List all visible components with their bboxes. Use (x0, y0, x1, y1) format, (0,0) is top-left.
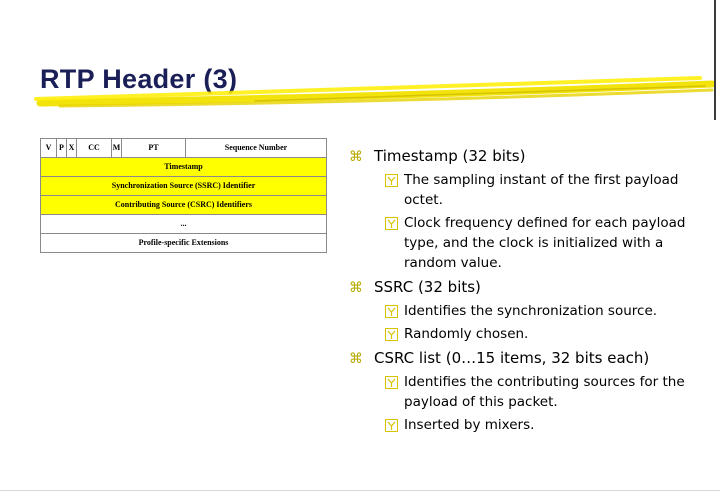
field-sequence-number: Sequence Number (186, 139, 327, 158)
y-check-box-icon (385, 328, 398, 341)
header-row (41, 177, 327, 196)
title-underline-swoosh (0, 0, 720, 130)
command-key-icon: ⌘ (349, 149, 363, 165)
sub-bullet-text: Randomly chosen. (404, 326, 529, 342)
y-check-box-icon (385, 305, 398, 318)
decorative-right-rule (714, 0, 716, 120)
header-fields-row (41, 139, 327, 158)
field-extension: X (67, 139, 77, 158)
bottom-divider (0, 490, 720, 491)
y-check-box-icon (385, 376, 398, 389)
sub-bullet-item (349, 170, 694, 210)
header-row (41, 215, 327, 234)
rtp-header-diagram (40, 138, 327, 253)
header-row (41, 234, 327, 253)
y-check-box-icon (385, 217, 398, 230)
sub-bullet-text: Identifies the synchronization source. (404, 303, 658, 319)
sub-bullet-item (349, 213, 694, 273)
sub-bullet-item (349, 301, 694, 321)
field-version: V (41, 139, 57, 158)
command-key-icon: ⌘ (349, 351, 363, 367)
y-check-box-icon (385, 174, 398, 187)
field-ssrc: Synchronization Source (SSRC) Identifier (41, 177, 327, 196)
bullet-text: CSRC list (0…15 items, 32 bits each) (374, 349, 650, 367)
bullet-text: Timestamp (32 bits) (374, 147, 526, 165)
field-padding: P (57, 139, 67, 158)
field-ellipsis: ... (41, 215, 327, 234)
bullet-text: SSRC (32 bits) (374, 278, 481, 296)
field-csrc: Contributing Source (CSRC) Identifiers (41, 196, 327, 215)
sub-bullet-item (349, 372, 694, 412)
field-profile-extensions: Profile-specific Extensions (41, 234, 327, 253)
sub-bullet-item (349, 415, 694, 435)
bullet-list (349, 142, 694, 438)
field-payload-type: PT (122, 139, 186, 158)
bullet-item (349, 277, 694, 297)
header-row (41, 196, 327, 215)
sub-bullet-item (349, 324, 694, 344)
bullet-item (349, 348, 694, 368)
command-key-icon: ⌘ (349, 280, 363, 296)
sub-bullet-text: Identifies the contributing sources for the payload of this packet. (404, 374, 685, 410)
field-csrc-count: CC (77, 139, 112, 158)
y-check-box-icon (385, 419, 398, 432)
bullet-item (349, 146, 694, 166)
sub-bullet-text: The sampling instant of the first payload octet. (404, 172, 679, 208)
field-timestamp: Timestamp (41, 158, 327, 177)
header-row (41, 158, 327, 177)
field-marker: M (112, 139, 122, 158)
sub-bullet-text: Inserted by mixers. (404, 417, 535, 433)
slide-title: RTP Header (3) (40, 64, 238, 94)
sub-bullet-text: Clock frequency defined for each payload type, and the clock is initialized with a random value. (404, 215, 686, 271)
